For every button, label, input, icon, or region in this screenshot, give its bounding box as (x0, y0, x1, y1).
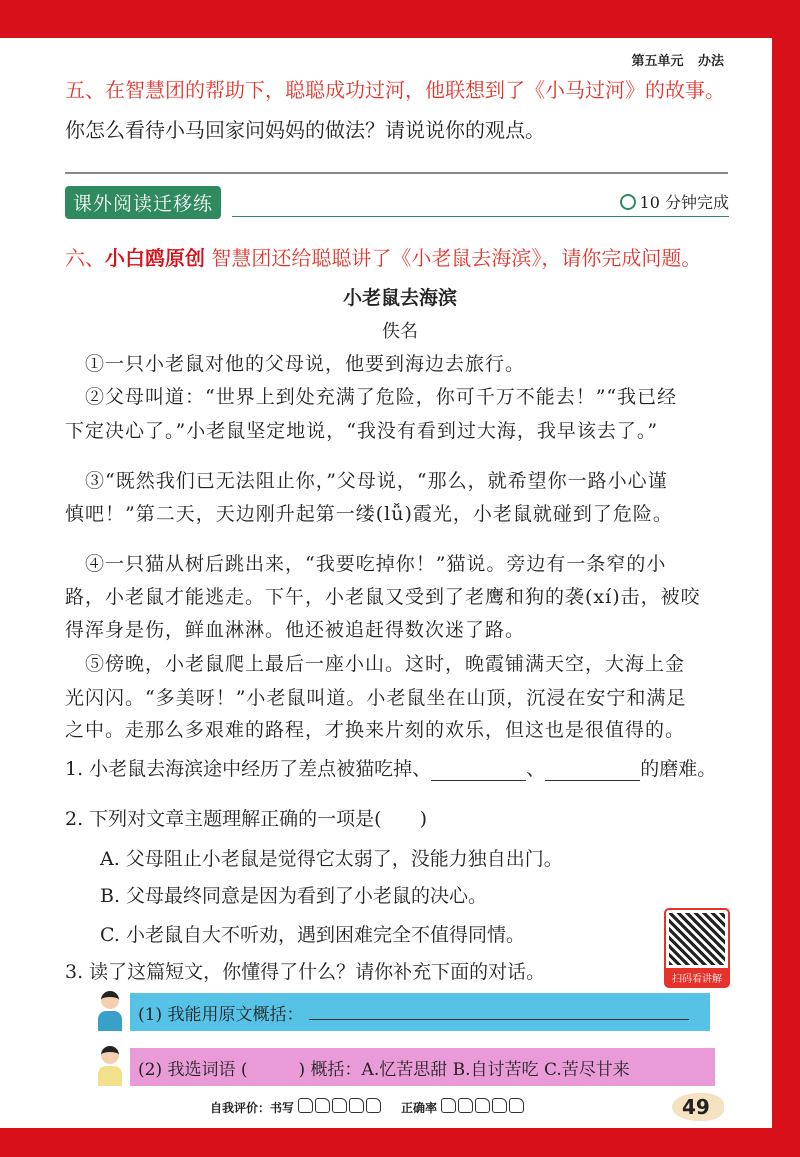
q1-end: 的磨难。 (640, 758, 717, 780)
unit-header (631, 50, 724, 69)
story-line: 路，小老鼠才能逃走。下午，小老鼠又受到了老鹰和狗的袭(xí)击，被咬 (65, 586, 701, 608)
timer (620, 190, 729, 213)
story-line: ②父母叫道：“世界上到处充满了危险，你可千万不能去！”“我已经 (65, 386, 678, 408)
story-line: ①一只小老鼠对他的父母说，他要到海边去旅行。 (65, 353, 526, 375)
page-number: 49 (672, 1093, 724, 1121)
story-line: 光闪闪。“多美呀！”小老鼠叫道。小老鼠坐在山顶，沉浸在安宁和满足 (65, 687, 687, 709)
q6-text: 智慧团还给聪聪讲了《小老鼠去海滨》，请你完成问题。 (205, 246, 702, 270)
unit-label: 第五单元 (631, 54, 684, 69)
q1-text: 1. 小老鼠去海滨途中经历了差点被猫吃掉、 (65, 758, 432, 780)
option-a: A. 父母阻止小老鼠是觉得它太弱了，没能力独自出门。 (100, 848, 563, 870)
self-evaluation (210, 1098, 526, 1116)
original-badge: 小白鸥原创 (105, 246, 205, 270)
q1-sep: 、 (526, 758, 546, 780)
boy-avatar-icon (97, 991, 123, 1033)
thumb-rating-writing[interactable] (298, 1098, 383, 1116)
qr-image (669, 913, 725, 965)
workbook-page (0, 38, 772, 1128)
answer-blank[interactable] (431, 763, 526, 781)
thumb-rating-accuracy[interactable] (441, 1098, 526, 1116)
q6-title (65, 242, 701, 271)
qr-label: 扫码看讲解 (666, 968, 728, 987)
answer-blank[interactable] (545, 763, 640, 781)
timer-label: 10 分钟完成 (639, 193, 729, 212)
self-eval-label: 自我评价：书写 (210, 1100, 295, 1115)
story-line: 下定决心了。”小老鼠坚定地说，“我没有看到过大海，我早该去了。” (65, 420, 659, 442)
answer-line[interactable] (309, 1004, 689, 1020)
girl-avatar-icon (97, 1046, 123, 1088)
qr-code[interactable] (664, 908, 730, 988)
question-3: 3. 读了这篇短文，你懂得了什么？请你补充下面的对话。 (65, 961, 546, 983)
story-line: ⑤傍晚，小老鼠爬上最后一座小山。这时，晚霞铺满天空，大海上金 (65, 653, 686, 675)
story-author: 佚名 (382, 321, 418, 342)
alarm-clock-icon (620, 194, 636, 210)
story-line: ③“既然我们已无法阻止你，”父母说，“那么，就希望你一路小心谨 (65, 470, 668, 492)
option-c: C. 小老鼠自大不听劝，遇到困难完全不值得同情。 (100, 924, 525, 946)
answer-bubble-1 (130, 993, 710, 1031)
divider (65, 172, 728, 174)
answer-bubble-2: (2) 我选词语 ( ) 概括：A.忆苦思甜 B.自讨苦吃 C.苦尽甘来 (130, 1048, 715, 1086)
lesson-label: 办法 (697, 54, 724, 69)
question-1 (65, 754, 716, 781)
story-line: 得浑身是伤，鲜血淋淋。他还被追赶得数次迷了路。 (65, 619, 526, 641)
option-b: B. 父母最终同意是因为看到了小老鼠的决心。 (100, 885, 488, 907)
q6-num: 六、 (65, 246, 105, 270)
story-line: 之中。走那么多艰难的路程，才换来片刻的欢乐，但这也是很值得的。 (65, 719, 686, 741)
accuracy-label: 正确率 (401, 1100, 438, 1115)
section-tag: 课外阅读迁移练 (65, 186, 221, 219)
story-title: 小老鼠去海滨 (342, 287, 457, 309)
section-underline (232, 216, 729, 217)
q5-title: 五、在智慧团的帮助下，聪聪成功过河，他联想到了《小马过河》的故事。 (65, 78, 725, 102)
question-2: 2. 下列对文章主题理解正确的一项是( ) (65, 808, 427, 830)
q5-prompt: 你怎么看待小马回家问妈妈的做法？请说说你的观点。 (65, 118, 545, 142)
bubble-1-text: (1) 我能用原文概括： (138, 1004, 304, 1025)
story-line: ④一只猫从树后跳出来，“我要吃掉你！”猫说。旁边有一条窄的小 (65, 553, 667, 575)
story-line: 慎吧！”第二天，天边刚升起第一缕(lǚ)霞光，小老鼠就碰到了危险。 (65, 503, 673, 525)
